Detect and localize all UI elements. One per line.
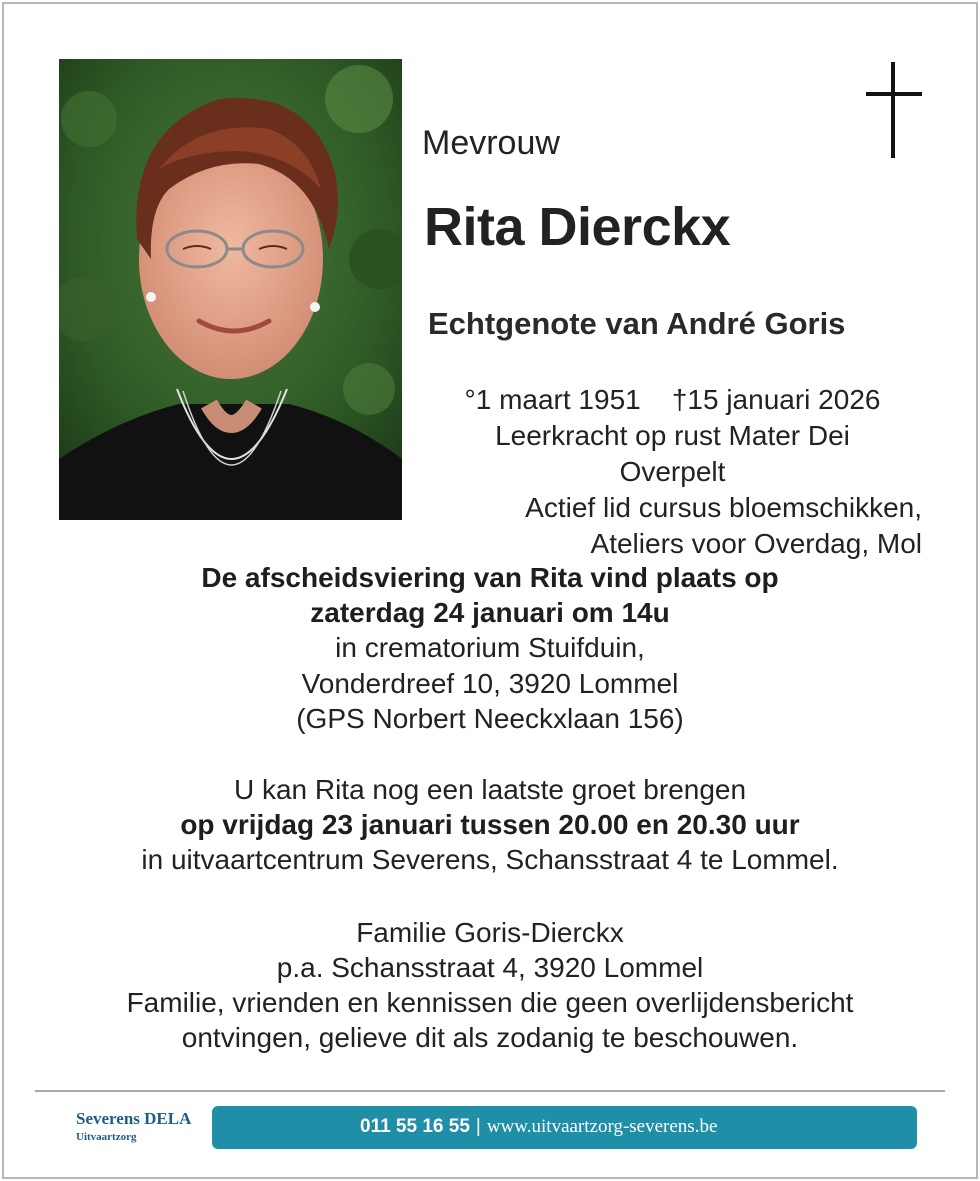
website-link[interactable]: www.uitvaartzorg-severens.be: [486, 1116, 718, 1137]
family-name: Familie Goris-Dierckx: [356, 917, 624, 948]
ceremony-gps: (GPS Norbert Neeckxlaan 156): [296, 703, 684, 734]
funeral-home-logo: [62, 1106, 212, 1148]
job-line-2: Overpelt: [619, 456, 726, 487]
life-dates: °1 maart 1951 †15 januari 2026: [464, 384, 881, 415]
portrait-photo: [59, 59, 402, 520]
visitation-intro: U kan Rita nog een laatste groet brengen: [233, 774, 747, 805]
activity-line-2: Ateliers voor Overdag, Mol: [590, 528, 922, 559]
job-description: [420, 418, 925, 490]
salutation: Mevrouw: [422, 124, 560, 162]
spouse-line: Echtgenote van André Goris: [428, 306, 846, 341]
notice-line-2: ontvingen, gelieve dit als zodanig te beschouwen.: [181, 1022, 799, 1053]
job-line-1: Leerkracht op rust Mater Dei: [495, 420, 850, 451]
cross-icon: [866, 62, 922, 158]
activity-line-1: Actief lid cursus bloemschikken,: [525, 492, 922, 523]
visitation-location: in uitvaartcentrum Severens, Schansstraat 4 te Lommel.: [141, 844, 839, 875]
phone-number[interactable]: 011 55 16 55: [360, 1116, 470, 1137]
portrait-image: [59, 59, 402, 520]
notice-line-1: Familie, vrienden en kennissen die geen overlijdensbericht: [126, 987, 854, 1018]
logo-subtitle: Uitvaartzorg: [76, 1131, 137, 1143]
visitation-time: op vrijdag 23 januari tussen 20.00 en 20.30 uur: [180, 809, 800, 840]
ceremony-address: Vonderdreef 10, 3920 Lommel: [301, 668, 679, 699]
family-address: p.a. Schansstraat 4, 3920 Lommel: [276, 952, 704, 983]
contact-bar: [212, 1106, 917, 1149]
deceased-name: Rita Dierckx: [424, 197, 731, 257]
footer-divider: [35, 1090, 945, 1092]
ceremony-date: zaterdag 24 januari om 14u: [310, 597, 670, 628]
ceremony-heading: De afscheidsviering van Rita vind plaats op: [201, 562, 779, 593]
contact-separator: |: [475, 1116, 481, 1137]
ceremony-venue: in crematorium Stuifduin,: [335, 632, 645, 663]
logo-name: Severens DELA: [76, 1109, 192, 1128]
contact-text: [360, 1116, 717, 1138]
